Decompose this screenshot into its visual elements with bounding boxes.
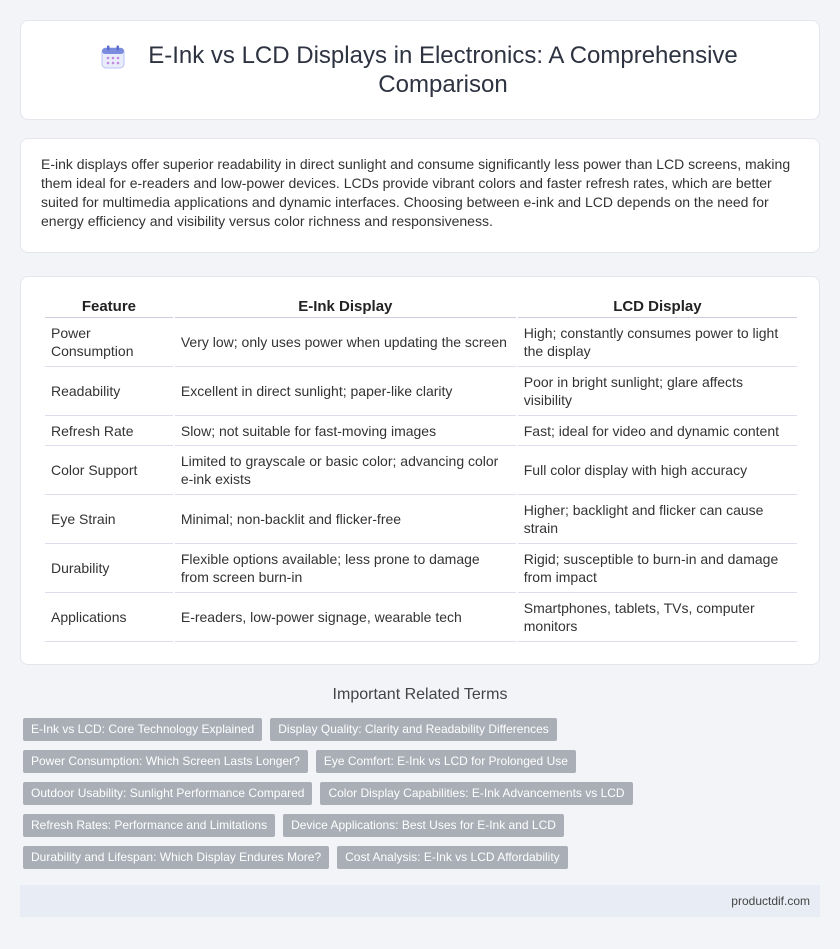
lcd-cell: Higher; backlight and flicker can cause strain — [518, 495, 797, 544]
table-row — [45, 446, 797, 495]
eink-cell: E-readers, low-power signage, wearable tech — [175, 593, 516, 642]
table-header-row — [45, 293, 797, 318]
lcd-cell: Smartphones, tablets, TVs, computer monitors — [518, 593, 797, 642]
footer-site-link[interactable]: productdif.com — [731, 894, 810, 908]
feature-cell: Applications — [45, 593, 173, 642]
feature-cell: Power Consumption — [45, 318, 173, 367]
related-term-tag[interactable]: Power Consumption: Which Screen Lasts Longer? — [23, 750, 308, 773]
header-feature: Feature — [45, 293, 173, 318]
lcd-cell: Full color display with high accuracy — [518, 446, 797, 495]
related-term-tag[interactable]: Durability and Lifespan: Which Display Endures More? — [23, 846, 329, 869]
header-eink: E-Ink Display — [175, 293, 516, 318]
page-title: E-Ink vs LCD Displays in Electronics: A Comprehensive Comparison — [148, 42, 738, 98]
lcd-cell: Fast; ideal for video and dynamic content — [518, 416, 797, 446]
intro-card — [20, 138, 820, 253]
related-term-tag[interactable]: Color Display Capabilities: E-Ink Advancements vs LCD — [320, 782, 632, 805]
feature-cell: Refresh Rate — [45, 416, 173, 446]
comparison-table — [43, 293, 799, 642]
feature-cell: Readability — [45, 367, 173, 416]
comparison-table-card — [20, 276, 820, 665]
related-term-tag[interactable]: Cost Analysis: E-Ink vs LCD Affordability — [337, 846, 568, 869]
tag-row — [23, 846, 823, 869]
tag-row — [23, 782, 823, 805]
table-row — [45, 416, 797, 446]
related-term-tag[interactable]: Refresh Rates: Performance and Limitations — [23, 814, 275, 837]
related-terms-heading: Important Related Terms — [332, 686, 508, 703]
related-term-tag[interactable]: Outdoor Usability: Sunlight Performance Compared — [23, 782, 312, 805]
feature-cell: Color Support — [45, 446, 173, 495]
table-row — [45, 318, 797, 367]
eink-cell: Excellent in direct sunlight; paper-like clarity — [175, 367, 516, 416]
lcd-cell: Poor in bright sunlight; glare affects visibility — [518, 367, 797, 416]
related-term-tag[interactable]: E-Ink vs LCD: Core Technology Explained — [23, 718, 262, 741]
related-term-tag[interactable]: Eye Comfort: E-Ink vs LCD for Prolonged Use — [316, 750, 576, 773]
footer — [20, 885, 820, 917]
related-term-tag[interactable]: Device Applications: Best Uses for E-Ink and LCD — [283, 814, 564, 837]
related-term-tag[interactable]: Display Quality: Clarity and Readability Differences — [270, 718, 557, 741]
calendar-icon — [100, 44, 126, 70]
table-row — [45, 544, 797, 593]
table-row — [45, 495, 797, 544]
tag-row — [23, 718, 823, 741]
eink-cell: Slow; not suitable for fast-moving images — [175, 416, 516, 446]
tag-row — [23, 750, 823, 773]
title-wrap — [100, 41, 740, 99]
eink-cell: Very low; only uses power when updating the screen — [175, 318, 516, 367]
intro-paragraph: E-ink displays offer superior readability in direct sunlight and consume significantly less power than LCD screens, making them ideal for e-readers and low-power devices. LCDs provide vibrant colors and faster refresh rates, which are better suited for multimedia applications and dynamic interfaces. Choosing between e-ink and LCD depends on the need for energy efficiency and visibility versus color richness and responsiveness. — [41, 156, 791, 229]
eink-cell: Minimal; non-backlit and flicker-free — [175, 495, 516, 544]
table-row — [45, 593, 797, 642]
lcd-cell: High; constantly consumes power to light the display — [518, 318, 797, 367]
eink-cell: Limited to grayscale or basic color; advancing color e-ink exists — [175, 446, 516, 495]
related-terms-tags — [23, 718, 823, 878]
eink-cell: Flexible options available; less prone to damage from screen burn-in — [175, 544, 516, 593]
header-lcd: LCD Display — [518, 293, 797, 318]
feature-cell: Durability — [45, 544, 173, 593]
title-card — [20, 20, 820, 120]
lcd-cell: Rigid; susceptible to burn-in and damage from impact — [518, 544, 797, 593]
feature-cell: Eye Strain — [45, 495, 173, 544]
table-row — [45, 367, 797, 416]
tag-row — [23, 814, 823, 837]
